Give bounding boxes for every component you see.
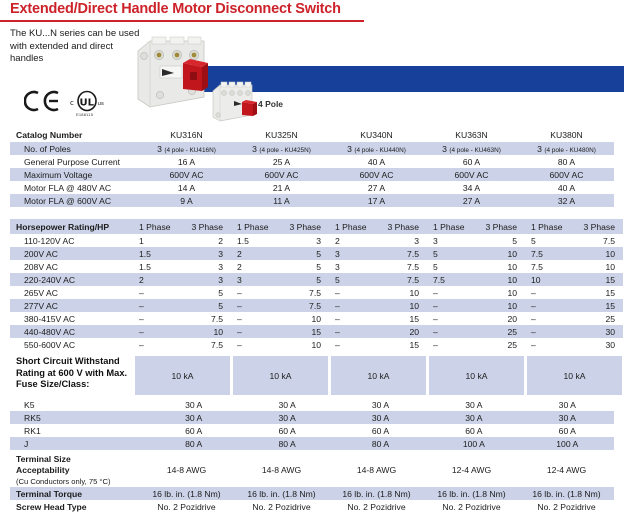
hp-2-2-1p: 3	[335, 261, 340, 272]
table-row	[10, 299, 623, 312]
table-row	[10, 273, 623, 286]
row-label-general-purpose-current: General Purpose Current	[24, 156, 121, 167]
hp-1-3-1p: 5	[433, 248, 438, 259]
hp-2-4-3p: 10	[605, 261, 615, 272]
fuse-j-5: 100 A	[556, 438, 579, 449]
hp-row-label-0: 110-120V AC	[24, 235, 75, 246]
hp-8-3-3p: 25	[507, 339, 517, 350]
hp-0-3-3p: 5	[512, 235, 517, 246]
hp-7-1-3p: 15	[311, 326, 321, 337]
withstand-value-5: 10 kA	[527, 356, 622, 395]
fuse-rk5-1: 30 A	[185, 412, 203, 423]
hp-6-4-1p: –	[531, 313, 536, 324]
table-row	[10, 312, 623, 325]
cell-poles-4: 3 (4 pole - KU463N)	[442, 143, 501, 154]
hp-8-4-1p: –	[531, 339, 536, 350]
fuse-rk5-4: 30 A	[465, 412, 483, 423]
table-row	[10, 234, 623, 247]
catalog-number-3: KU340N	[360, 129, 393, 140]
hp-6-2-1p: –	[335, 313, 340, 324]
hp-2-1-3p: 5	[316, 261, 321, 272]
fuse-k5-4: 30 A	[465, 399, 483, 410]
hp-2-0-3p: 3	[218, 261, 223, 272]
hp-8-0-1p: –	[139, 339, 144, 350]
cell-fla480-2: 21 A	[272, 182, 291, 193]
table-row	[10, 325, 623, 338]
hp-7-0-3p: 10	[213, 326, 223, 337]
hp-0-4-3p: 7.5	[603, 235, 615, 246]
subheader-3phase-col1: 3 Phase	[191, 221, 223, 232]
fuse-rk5-3: 30 A	[371, 412, 390, 423]
terminal-table	[10, 453, 614, 513]
withstand-value-4: 10 kA	[429, 356, 524, 395]
hp-2-0-1p: 1.5	[139, 261, 151, 272]
subheader-3phase-col4: 3 Phase	[485, 221, 517, 232]
row-label-motor-fla-480: Motor FLA @ 480V AC	[24, 182, 112, 193]
catalog-number-1: KU316N	[170, 129, 203, 140]
withstand-value-1: 10 kA	[135, 356, 230, 395]
hp-6-1-3p: 10	[311, 313, 321, 324]
hp-2-1-1p: 2	[237, 261, 242, 272]
hp-0-1-3p: 3	[316, 235, 321, 246]
svg-text:us: us	[97, 101, 104, 107]
hp-8-2-1p: –	[335, 339, 340, 350]
row-label-maximum-voltage: Maximum Voltage	[24, 169, 93, 180]
table-row	[10, 424, 614, 437]
hp-6-1-1p: –	[237, 313, 242, 324]
fuse-label-k5: K5	[24, 399, 35, 410]
hp-2-3-1p: 5	[433, 261, 438, 272]
screw-head-type-label: Screw Head Type	[16, 501, 87, 512]
hp-7-3-1p: –	[433, 326, 438, 337]
cell-gpc-2: 25 A	[272, 156, 291, 167]
hp-1-0-1p: 1.5	[139, 248, 151, 259]
ce-mark-icon	[24, 90, 64, 112]
fuse-label-j: J	[24, 438, 29, 449]
cell-fla480-5: 40 A	[557, 182, 576, 193]
fuse-label-rk1: RK1	[24, 425, 41, 436]
hp-4-3-3p: 10	[507, 287, 517, 298]
hp-5-3-3p: 10	[507, 300, 517, 311]
withstand-value-2: 10 kA	[233, 356, 328, 395]
table-row	[10, 411, 614, 424]
screw-head-2: No. 2 Pozidrive	[252, 501, 311, 512]
hp-1-1-1p: 2	[237, 248, 242, 259]
hp-4-1-3p: 7.5	[309, 287, 321, 298]
fuse-j-3: 80 A	[371, 438, 390, 449]
hp-7-4-1p: –	[531, 326, 536, 337]
hp-6-0-3p: 7.5	[211, 313, 223, 324]
cell-fla480-4: 34 A	[462, 182, 481, 193]
hp-5-0-1p: –	[139, 300, 144, 311]
cell-fla600-1: 9 A	[180, 195, 193, 206]
terminal-size-3: 14-8 AWG	[356, 465, 397, 475]
cell-fla480-3: 27 A	[367, 182, 386, 193]
screw-head-5: No. 2 Pozidrive	[537, 501, 596, 512]
hp-5-4-1p: –	[531, 300, 536, 311]
hp-8-1-1p: –	[237, 339, 242, 350]
hp-4-2-1p: –	[335, 287, 340, 298]
table-row	[10, 338, 623, 351]
fuse-j-4: 100 A	[462, 438, 485, 449]
hp-4-3-1p: –	[433, 287, 438, 298]
hp-1-1-3p: 5	[316, 248, 321, 259]
cell-maxv-4: 600V AC	[454, 169, 489, 180]
subheader-3phase-col5: 3 Phase	[583, 221, 615, 232]
hp-1-3-3p: 10	[507, 248, 517, 259]
hp-8-1-3p: 10	[311, 339, 321, 350]
terminal-torque-2: 16 lb. in. (1.8 Nm)	[247, 488, 316, 499]
fuse-rk1-5: 60 A	[558, 425, 576, 436]
hp-7-0-1p: –	[139, 326, 144, 337]
hp-4-4-3p: 15	[605, 287, 615, 298]
short-circuit-withstand-block	[10, 356, 614, 396]
fuse-j-1: 80 A	[185, 438, 203, 449]
hp-row-label-8: 550-600V AC	[24, 339, 76, 350]
fuse-rk5-5: 30 A	[558, 412, 576, 423]
four-pole-caption: 4 Pole	[258, 99, 284, 109]
table-row	[10, 453, 614, 464]
table-row-catalog-number	[10, 127, 614, 142]
hp-1-2-3p: 7.5	[407, 248, 419, 259]
cell-fla600-4: 27 A	[462, 195, 481, 206]
hp-4-4-1p: –	[531, 287, 536, 298]
withstand-value-3: 10 kA	[331, 356, 426, 395]
row-label-no-of-poles: No. of Poles	[24, 143, 71, 154]
fuse-j-2: 80 A	[278, 438, 296, 449]
fuse-rk1-4: 60 A	[465, 425, 483, 436]
horsepower-title: Horsepower Rating/HP	[16, 221, 110, 232]
fuse-rk1-3: 60 A	[371, 425, 390, 436]
hp-3-0-1p: 2	[139, 274, 144, 285]
catalog-number-2: KU325N	[265, 129, 298, 140]
table-row	[10, 398, 614, 411]
hp-4-2-3p: 10	[409, 287, 419, 298]
terminal-size-4: 12-4 AWG	[451, 465, 492, 475]
hp-8-2-3p: 15	[409, 339, 419, 350]
title-underline	[0, 20, 364, 22]
terminal-size-5: 12-4 AWG	[546, 465, 587, 475]
hp-0-2-1p: 2	[335, 235, 340, 246]
specifications-table	[10, 127, 614, 207]
hp-6-2-3p: 15	[409, 313, 419, 324]
hp-4-1-1p: –	[237, 287, 242, 298]
table-row	[10, 247, 623, 260]
screw-head-1: No. 2 Pozidrive	[157, 501, 216, 512]
hp-0-1-1p: 1.5	[237, 235, 249, 246]
cell-poles-3: 3 (4 pole - KU440N)	[347, 143, 406, 154]
sc-label-line2: Rating at 600 V with Max.	[16, 367, 128, 378]
cell-fla600-3: 17 A	[367, 195, 386, 206]
fuse-rk1-1: 60 A	[185, 425, 203, 436]
short-circuit-label	[16, 356, 136, 391]
hp-3-4-3p: 15	[605, 274, 615, 285]
cell-gpc-5: 80 A	[557, 156, 576, 167]
hp-2-4-1p: 7.5	[531, 261, 543, 272]
table-row	[10, 286, 623, 299]
terminal-size-2: 14-8 AWG	[261, 465, 302, 475]
hp-7-3-3p: 25	[507, 326, 517, 337]
terminal-size-label-line1: Terminal Size	[16, 453, 71, 464]
cell-gpc-4: 60 A	[462, 156, 481, 167]
cell-poles-2: 3 (4 pole - KU425N)	[252, 143, 311, 154]
hp-row-label-2: 208V AC	[24, 261, 58, 272]
hp-6-3-3p: 20	[507, 313, 517, 324]
sc-label-line1: Short Circuit Withstand	[16, 356, 120, 366]
page-title: Extended/Direct Handle Motor Disconnect Switch	[10, 1, 341, 17]
terminal-size-label-line2: Acceptability	[16, 465, 70, 475]
fuse-class-table	[10, 398, 614, 450]
screw-head-3: No. 2 Pozidrive	[347, 501, 406, 512]
hp-row-label-6: 380-415V AC	[24, 313, 76, 324]
hp-4-0-1p: –	[139, 287, 144, 298]
cell-poles-5: 3 (4 pole - KU480N)	[537, 143, 596, 154]
hp-5-1-1p: –	[237, 300, 242, 311]
fuse-k5-2: 30 A	[278, 399, 296, 410]
hp-row-label-7: 440-480V AC	[24, 326, 76, 337]
cell-gpc-3: 40 A	[367, 156, 386, 167]
sc-label-line3: Fuse Size/Class:	[16, 379, 90, 389]
cell-maxv-5: 600V AC	[549, 169, 584, 180]
cell-fla600-2: 11 A	[273, 195, 290, 206]
table-row	[10, 168, 614, 181]
terminal-size-1: 14-8 AWG	[166, 465, 207, 475]
hp-3-1-1p: 3	[237, 274, 242, 285]
screw-head-4: No. 2 Pozidrive	[442, 501, 501, 512]
table-row	[10, 487, 614, 500]
ul-listed-mark-icon	[70, 90, 104, 112]
hp-1-4-1p: 7.5	[531, 248, 543, 259]
hp-3-2-3p: 7.5	[407, 274, 419, 285]
hp-1-4-3p: 10	[605, 248, 615, 259]
svg-text:c: c	[70, 99, 74, 107]
table-row	[10, 437, 614, 450]
table-row	[10, 181, 614, 194]
cell-fla600-5: 32 A	[557, 195, 576, 206]
hp-5-0-3p: 5	[218, 300, 223, 311]
hp-5-3-1p: –	[433, 300, 438, 311]
hp-0-0-3p: 2	[218, 235, 223, 246]
hp-8-0-3p: 7.5	[211, 339, 223, 350]
hp-0-3-1p: 3	[433, 235, 438, 246]
hp-3-4-1p: 10	[531, 274, 541, 285]
hp-0-4-1p: 5	[531, 235, 536, 246]
hp-row-label-5: 277V AC	[24, 300, 58, 311]
cell-maxv-3: 600V AC	[359, 169, 394, 180]
fuse-label-rk5: RK5	[24, 412, 41, 423]
fuse-rk1-2: 60 A	[278, 425, 296, 436]
four-pole-switch-photo	[208, 79, 262, 125]
hp-4-0-3p: 5	[218, 287, 223, 298]
terminal-torque-label: Terminal Torque	[16, 488, 83, 499]
subheader-1phase-col3: 1 Phase	[335, 221, 367, 232]
hp-7-2-1p: –	[335, 326, 340, 337]
table-row	[10, 142, 614, 155]
fuse-k5-3: 30 A	[371, 399, 390, 410]
hp-8-4-3p: 30	[605, 339, 615, 350]
hp-1-0-3p: 3	[218, 248, 223, 259]
catalog-number-5: KU380N	[550, 129, 583, 140]
terminal-torque-3: 16 lb. in. (1.8 Nm)	[342, 488, 411, 499]
hp-5-1-3p: 7.5	[309, 300, 321, 311]
hp-0-0-1p: 1	[139, 235, 144, 246]
hp-7-2-3p: 20	[409, 326, 419, 337]
fuse-rk5-2: 30 A	[278, 412, 296, 423]
cell-gpc-1: 16 A	[177, 156, 196, 167]
fuse-k5-1: 30 A	[185, 399, 203, 410]
hp-2-2-3p: 7.5	[407, 261, 419, 272]
hp-3-3-3p: 10	[507, 274, 517, 285]
terminal-torque-4: 16 lb. in. (1.8 Nm)	[437, 488, 506, 499]
terminal-torque-5: 16 lb. in. (1.8 Nm)	[532, 488, 601, 499]
table-row	[10, 260, 623, 273]
horsepower-rating-table	[10, 219, 623, 351]
subheader-3phase-col3: 3 Phase	[387, 221, 419, 232]
cell-maxv-2: 600V AC	[264, 169, 299, 180]
subheader-1phase-col2: 1 Phase	[237, 221, 269, 232]
catalog-number-label: Catalog Number	[16, 129, 83, 140]
subheader-1phase-col4: 1 Phase	[433, 221, 465, 232]
hp-1-2-1p: 3	[335, 248, 340, 259]
hp-6-0-1p: –	[139, 313, 144, 324]
hp-5-4-3p: 15	[605, 300, 615, 311]
cell-maxv-1: 600V AC	[169, 169, 204, 180]
hp-0-2-3p: 3	[414, 235, 419, 246]
svg-text:UL: UL	[79, 97, 94, 109]
hp-row-label-1: 200V AC	[24, 248, 58, 259]
hp-5-2-1p: –	[335, 300, 340, 311]
hp-7-4-3p: 30	[605, 326, 615, 337]
table-row	[10, 500, 614, 513]
terminal-torque-1: 16 lb. in. (1.8 Nm)	[152, 488, 221, 499]
hp-3-2-1p: 5	[335, 274, 340, 285]
table-row	[10, 194, 614, 207]
hp-3-0-3p: 3	[218, 274, 223, 285]
hp-3-1-3p: 5	[316, 274, 321, 285]
subheader-1phase-col5: 1 Phase	[531, 221, 563, 232]
hp-5-2-3p: 10	[409, 300, 419, 311]
table-row	[10, 155, 614, 168]
hp-row-label-4: 265V AC	[24, 287, 58, 298]
hp-row-label-3: 220-240V AC	[24, 274, 76, 285]
catalog-number-4: KU363N	[455, 129, 488, 140]
hp-3-3-1p: 7.5	[433, 274, 445, 285]
subheader-1phase-col1: 1 Phase	[139, 221, 171, 232]
terminal-size-note: (Cu Conductors only, 75 °C)	[16, 477, 111, 486]
cell-poles-1: 3 (4 pole - KU416N)	[157, 143, 216, 154]
hp-6-4-3p: 25	[605, 313, 615, 324]
subheader-3phase-col2: 3 Phase	[289, 221, 321, 232]
row-label-motor-fla-600: Motor FLA @ 600V AC	[24, 195, 112, 206]
hp-8-3-1p: –	[433, 339, 438, 350]
intro-blurb: The KU...N series can be used with extended and direct handles	[10, 28, 140, 64]
fuse-k5-5: 30 A	[558, 399, 576, 410]
horsepower-header-row	[10, 219, 623, 234]
hp-6-3-1p: –	[433, 313, 438, 324]
ul-file-number: E188115	[76, 112, 94, 117]
hp-2-3-3p: 10	[507, 261, 517, 272]
hp-7-1-1p: –	[237, 326, 242, 337]
cell-fla480-1: 14 A	[177, 182, 196, 193]
